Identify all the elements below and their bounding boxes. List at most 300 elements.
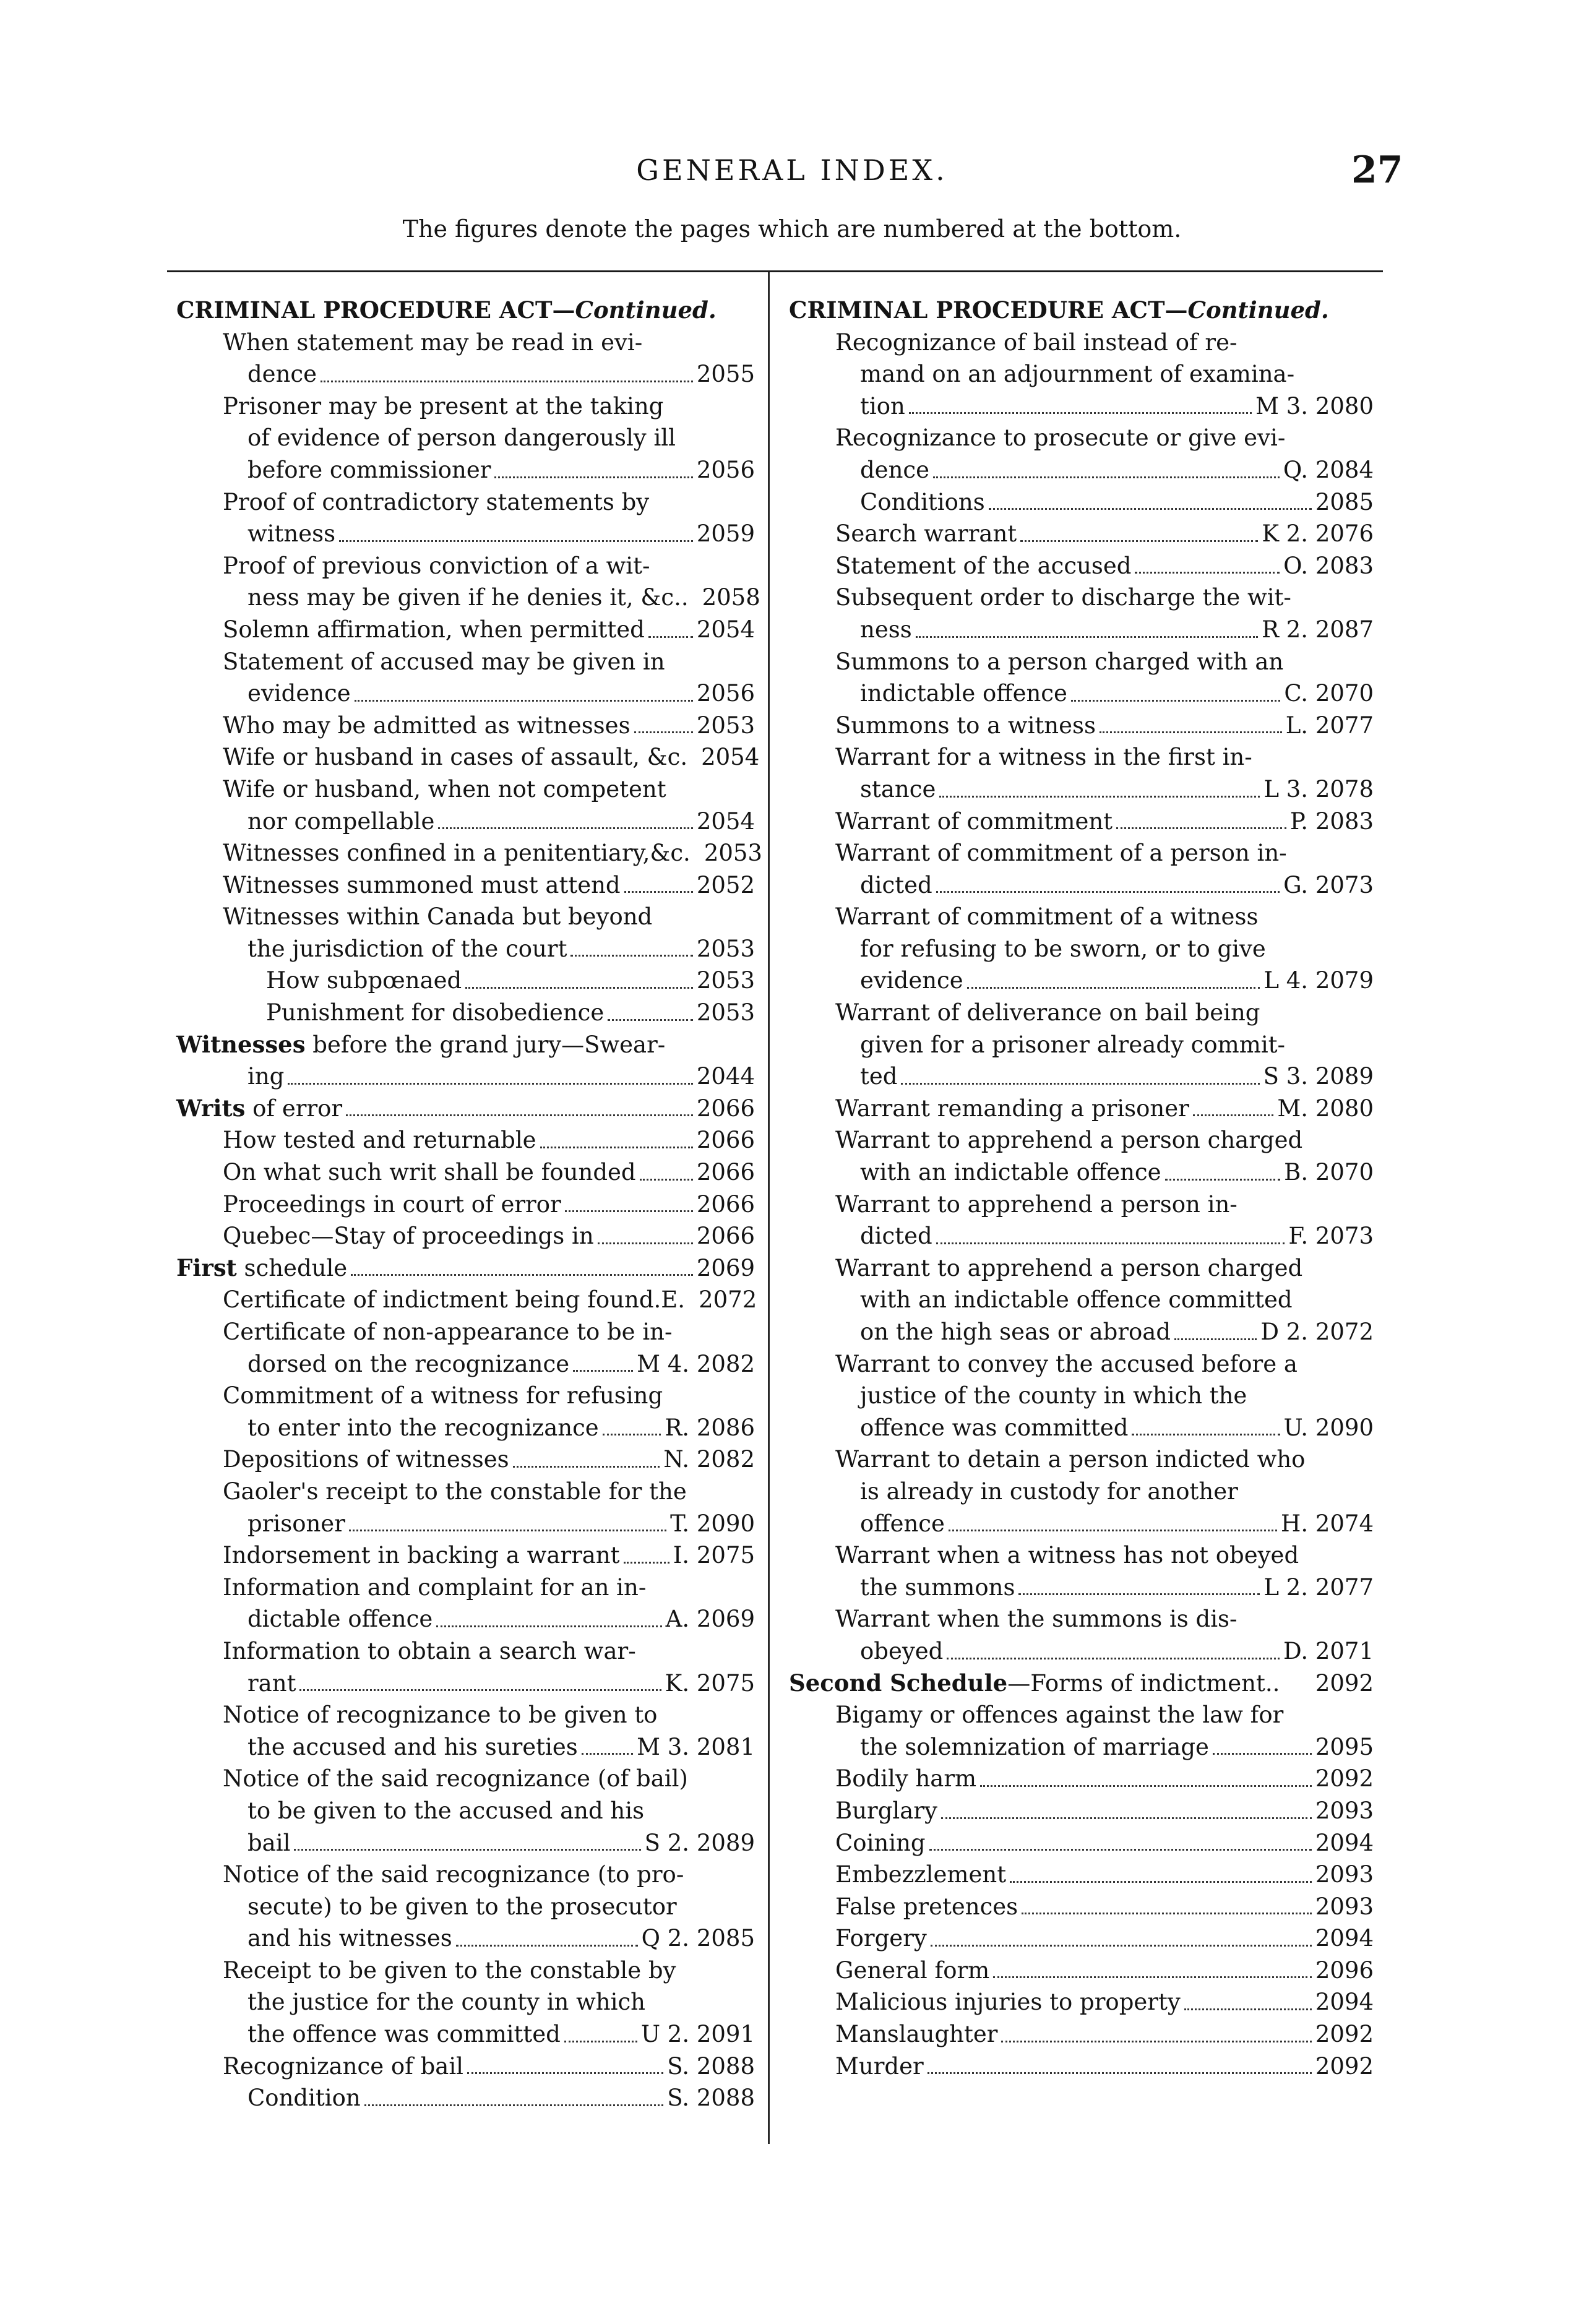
leader-dots [993,1976,1312,1978]
index-entry [789,965,1374,997]
index-entry-text: rant [248,1669,296,1697]
index-entry-text: Summons to a witness [835,712,1096,739]
index-entry [176,550,755,582]
leader-dots [351,1274,693,1276]
leader-dots [1193,1114,1274,1116]
header-rule [167,270,1383,272]
index-entry [789,327,1374,359]
index-entry [789,1252,1374,1285]
index-entry [789,1955,1374,1987]
index-entry-page: 2092 [1315,1669,1374,1697]
index-entry [176,614,755,646]
index-entry-text: of evidence of person dangerously ill [248,424,676,452]
index-entry [789,1444,1374,1476]
index-entry-text: Receipt to be given to the constable by [223,1956,676,1984]
index-entry-text: Warrant to apprehend a person charged [835,1127,1303,1154]
index-entry-text: Solemn affirmation, when permitted [223,616,645,643]
leader-dots [989,508,1312,510]
index-entry-page: 2066 [696,1127,755,1154]
index-entry-page: 2096 [1315,1956,1374,1984]
index-entry [789,390,1374,423]
index-entry-text: Statement of accused may be given in [223,648,665,675]
index-entry [789,582,1374,614]
index-entry-text: Witnesses confined in a penitentiary,&c. [223,840,691,867]
index-entry [176,454,755,486]
index-entry-text: given for a prisoner already commit- [860,1031,1286,1058]
index-entry-page: M 4. 2082 [637,1350,755,1377]
leader-dots [1132,1434,1280,1435]
index-entry-page: G. 2073 [1283,871,1374,898]
index-entry [176,869,755,902]
index-entry [789,1412,1374,1444]
index-entry [176,1891,755,1923]
leader-dots [467,2072,663,2074]
index-entry-page: 2053 [696,935,755,962]
leader-dots [967,987,1260,989]
index-entry-text: Witnesses before the grand jury—Swear- [176,1030,666,1058]
index-entry-text: the solemnization of marriage [860,1733,1209,1760]
index-entry [176,1316,755,1348]
index-entry-text: the offence was committed [248,2021,561,2048]
index-entry [789,1508,1374,1540]
index-entry-text: dicted [860,1223,932,1250]
index-entry [789,646,1374,678]
index-entry-text: Warrant to apprehend a person in- [835,1190,1238,1218]
index-entry-text: the accused and his sureties [248,1733,578,1760]
index-entry-text: tion [860,392,905,420]
index-entry-page: S. 2088 [667,2052,755,2080]
index-entry-page: 2055 [696,361,755,388]
index-entry [176,422,755,454]
index-entry-text: the summons [860,1573,1015,1601]
leader-dots [1116,827,1286,829]
index-entry-page: C. 2070 [1284,680,1374,707]
index-entry-text: Murder [835,2052,924,2080]
leader-dots [339,540,693,542]
leader-dots [1022,1913,1312,1914]
index-entry-text: Quebec—Stay of proceedings in [223,1223,594,1250]
index-entry [176,1986,755,2018]
index-entry-text: offence [860,1510,945,1537]
index-entry-page: 2053 [704,840,762,867]
index-entry [789,1189,1374,1221]
leader-dots [648,636,693,638]
index-entry [789,1124,1374,1156]
index-entry-text: dence [248,361,317,388]
index-entry-page: T. 2090 [670,1510,755,1537]
index-entry-text: General form [835,1956,990,1984]
index-entry-text: Recognizance of bail instead of re- [835,329,1238,356]
index-entry-page: 2058 [702,584,760,611]
index-entry [176,1572,755,1604]
index-entry-text: before commissioner [248,456,491,483]
leader-dots [949,1530,1277,1531]
index-entry-page: 2053 [696,967,755,994]
index-entry-text: Burglary [835,1797,937,1824]
index-entry-text: Warrant remanding a prisoner [835,1095,1189,1122]
index-entry-text: Summons to a person charged with an [835,648,1284,675]
leader-dots [1071,700,1280,702]
index-entry-text: is already in custody for another [860,1478,1238,1505]
index-entry [176,1603,755,1635]
leader-dots [1165,1179,1281,1181]
index-entry [176,1699,755,1731]
index-entry-text: Witnesses within Canada but beyond [223,903,653,931]
index-entry [176,1795,755,1827]
index-entry [789,1348,1374,1380]
index-entry-text: Recognizance to prosecute or give evi- [835,424,1286,452]
index-entry [176,806,755,838]
index-entry-page: F. 2073 [1288,1223,1374,1250]
right-index-column [789,295,1374,2082]
index-entry-page: Q 2. 2085 [641,1925,755,1952]
index-entry-text: the jurisdiction of the court [248,935,567,962]
index-entry-page: 2053 [696,712,755,739]
index-entry [176,1539,755,1572]
leader-dots [901,1083,1259,1085]
index-entry-page: P. 2083 [1289,807,1374,835]
index-entry [789,454,1374,486]
index-entry-text: and his witnesses [248,1925,452,1952]
column-divider [768,272,770,2144]
index-entry [176,390,755,423]
index-entry-text: dicted [860,871,932,898]
leader-dots [346,1114,693,1116]
index-entry [789,518,1374,550]
index-entry-text: Gaoler's receipt to the constable for the [223,1478,687,1505]
index-entry [789,1603,1374,1635]
leader-dots [321,381,693,382]
right-entries [789,327,1374,2083]
left-entries [176,327,762,2114]
right-heading-text: CRIMINAL PROCEDURE ACT— [789,296,1188,324]
index-entry-page: D. 2071 [1283,1637,1374,1664]
left-index-column [176,295,762,2114]
index-entry [176,1827,755,1859]
index-entry [789,486,1374,519]
index-entry-text: ness [860,616,912,643]
index-entry [176,1380,755,1412]
left-heading-italic: Continued. [575,296,717,324]
index-entry [176,1731,755,1763]
index-entry-page: 2054 [696,616,755,643]
index-entry [789,614,1374,646]
index-entry [789,1220,1374,1252]
index-entry-text: Information and complaint for an in- [223,1573,647,1601]
index-entry-text: Warrant to detain a person indicted who [835,1446,1306,1473]
index-entry-text: Manslaughter [835,2021,998,2048]
index-entry-page: 2072 [699,1286,757,1314]
leader-dots [640,1179,693,1181]
index-entry-page: O. 2083 [1283,552,1374,579]
index-entry-text: Who may be admitted as witnesses [223,712,631,739]
leader-dots [598,1242,693,1244]
leader-dots [936,1242,1285,1244]
leader-dots [1135,572,1280,574]
index-entry-page: 2044 [696,1063,755,1090]
index-entry [176,710,755,742]
index-entry-text: witness [248,520,336,548]
index-entry-text: Malicious injuries to property [835,1989,1181,2016]
index-entry-page: K 2. 2076 [1262,520,1374,548]
leader-dots [1010,1881,1312,1883]
index-entry-page: 2054 [696,807,755,835]
leader-dots [931,1945,1312,1947]
index-entry-text: Warrant of commitment of a witness [835,903,1259,931]
index-entry-text: When statement may be read in evi- [223,329,643,356]
index-entry [789,1284,1374,1316]
index-entry-text: stance [860,775,936,803]
index-entry [789,997,1374,1029]
index-entry-text: Punishment for disobedience [266,999,605,1026]
index-subtitle: The figures denote the pages which are numbered at the bottom. [402,215,1182,243]
index-entry-text: Warrant when the summons is dis- [835,1606,1238,1633]
leader-dots [980,1785,1312,1787]
index-entry [789,806,1374,838]
leader-dots [436,1625,661,1627]
leader-dots [624,1562,669,1564]
index-entry [789,1763,1374,1795]
index-entry [789,1316,1374,1348]
index-entry-text: Certificate of indictment being found.E. [223,1286,686,1314]
index-entry [789,358,1374,390]
page-title: GENERAL INDEX. [636,153,948,187]
index-entry [176,1476,755,1508]
index-entry-text: Witnesses summoned must attend [223,871,621,898]
index-entry-text: obeyed [860,1637,944,1664]
leader-dots [909,412,1252,414]
index-entry [176,2051,755,2083]
index-entry-text: Forgery [835,1925,927,1952]
index-entry-page: S. 2088 [667,2085,755,2112]
index-entry [176,933,755,965]
index-entry-text: secute) to be given to the prosecutor [248,1893,677,1920]
index-entry [176,518,755,550]
leader-dots [928,2072,1312,2074]
index-entry [176,1061,755,1093]
index-entry-page: A. 2069 [665,1606,755,1633]
index-entry-page: 2094 [1315,1829,1374,1856]
index-entry [789,1859,1374,1891]
index-entry [176,1284,755,1316]
index-entry [176,997,755,1029]
index-entry [789,1380,1374,1412]
index-entry-page: R. 2086 [665,1414,755,1441]
index-entry-page: M. 2080 [1277,1095,1374,1122]
index-entry-page: 2059 [696,520,755,548]
index-entry-page: 2092 [1315,2021,1374,2048]
index-entry [789,1635,1374,1668]
index-entry [789,678,1374,710]
index-entry [176,741,760,773]
index-entry-text: Warrant of commitment [835,807,1113,835]
index-entry-text: ness may be given if he denies it, &c.. [248,584,689,611]
index-entry-page: 2095 [1315,1733,1374,1760]
index-entry [176,2018,755,2051]
index-entry [176,1093,755,1125]
index-entry [789,1156,1374,1189]
leader-dots [565,1210,693,1212]
index-entry [789,773,1374,806]
index-entry-page: U. 2090 [1283,1414,1374,1441]
index-entry-text: Writs of error [176,1094,343,1122]
index-entry [789,2018,1374,2051]
index-entry [176,646,755,678]
index-entry [789,1668,1374,1700]
index-entry-text: Second Schedule—Forms of indictment.. [789,1669,1280,1697]
index-entry [176,358,755,390]
index-entry [176,1955,755,1987]
index-entry [176,486,755,519]
index-entry-text: Information to obtain a search war- [223,1637,636,1664]
index-entry [789,710,1374,742]
index-entry-text: evidence [248,680,351,707]
index-entry-text: on the high seas or abroad [860,1319,1171,1345]
index-entry [789,2051,1374,2083]
index-entry-text: Embezzlement [835,1861,1007,1888]
left-column-heading [176,295,755,327]
leader-dots [1100,731,1282,733]
index-entry-page: 2093 [1315,1861,1374,1888]
index-entry-text: Coining [835,1829,926,1856]
index-entry-text: How tested and returnable [223,1127,536,1154]
index-entry-page: I. 2075 [673,1542,755,1569]
index-entry-page: 2069 [696,1254,755,1281]
index-entry [176,1189,755,1221]
index-entry-text: Warrant of commitment of a person in- [835,840,1287,867]
index-entry-text: mand on an adjournment of examina- [860,361,1295,388]
index-entry-page: 2092 [1315,1765,1374,1792]
index-entry [789,1731,1374,1763]
index-entry-page: 2094 [1315,1989,1374,2016]
index-entry [176,678,755,710]
index-entry-page: 2094 [1315,1925,1374,1952]
index-entry-text: Wife or husband, when not competent [223,775,666,803]
index-entry-text: the justice for the county in which [248,1989,646,2016]
index-entry [789,1795,1374,1827]
leader-dots [465,987,693,989]
index-entry-page: L 4. 2079 [1263,967,1374,994]
index-entry-page: D 2. 2072 [1260,1319,1374,1345]
leader-dots [513,1466,660,1468]
index-entry [789,1061,1374,1093]
index-entry-page: H. 2074 [1281,1510,1374,1537]
leader-dots [1020,540,1258,542]
leader-dots [570,955,692,957]
leader-dots [456,1945,638,1947]
page-number: 27 [1351,148,1403,192]
leader-dots [1018,1593,1260,1595]
index-entry-text: Bodily harm [835,1765,977,1792]
index-entry-text: Prisoner may be present at the taking [223,392,664,420]
index-entry-text: How subpœnaed [266,967,462,994]
leader-dots [564,2041,637,2042]
index-entry-text: Warrant to apprehend a person charged [835,1254,1303,1281]
index-entry-page: 2093 [1315,1797,1374,1824]
index-entry-text: First schedule [176,1254,348,1281]
index-entry-text: Commitment of a witness for refusing [223,1382,663,1409]
index-entry [789,1539,1374,1572]
index-entry-text: dence [860,456,930,483]
leader-dots [288,1083,692,1085]
index-entry-text: Indorsement in backing a warrant [223,1542,620,1569]
leader-dots [929,1849,1312,1851]
index-entry [176,1763,755,1795]
leader-dots [1174,1338,1257,1340]
leader-dots [1001,2041,1311,2042]
index-entry [176,1859,755,1891]
index-entry-text: bail [248,1829,291,1856]
index-entry-text: to enter into the recognizance [248,1414,599,1441]
index-entry-page: Q. 2084 [1283,456,1374,483]
leader-dots [634,731,693,733]
index-entry-text: for refusing to be sworn, or to give [860,935,1266,962]
right-heading-italic: Continued. [1187,296,1329,324]
index-entry-text: Proceedings in court of error [223,1190,561,1218]
index-entry-page: K. 2075 [665,1669,755,1697]
index-entry-page: S 2. 2089 [644,1829,755,1856]
index-entry-text: Wife or husband in cases of assault, &c. [223,744,688,771]
leader-dots [438,827,692,829]
index-entry [789,422,1374,454]
index-entry [176,1444,755,1476]
index-entry [176,1252,755,1285]
leader-dots [947,1658,1280,1659]
leader-dots [355,700,693,702]
index-entry-page: L. 2077 [1285,712,1374,739]
index-entry-text: Search warrant [835,520,1017,548]
index-entry-text: Warrant for a witness in the first in- [835,744,1252,771]
leader-dots [933,476,1280,478]
index-entry-text: Warrant of deliverance on bail being [835,999,1260,1026]
index-entry-text: Certificate of non-appearance to be in- [223,1319,673,1345]
index-entry [176,1668,755,1700]
index-entry-page: 2052 [696,871,755,898]
index-entry [176,837,762,869]
index-entry-page: L 2. 2077 [1263,1573,1374,1601]
index-entry [789,741,1374,773]
index-entry-text: Subsequent order to discharge the wit- [835,584,1291,611]
index-entry [176,1635,755,1668]
index-entry [176,1029,755,1061]
index-entry-text: offence was committed [860,1414,1129,1441]
index-entry-page: 2085 [1315,488,1374,515]
index-entry-page: 2093 [1315,1893,1374,1920]
index-entry [176,1348,755,1380]
index-entry [789,869,1374,902]
index-entry-text: ted [860,1063,898,1090]
index-entry [789,837,1374,869]
right-column-heading [789,295,1374,327]
index-entry [176,327,755,359]
index-entry-page: 2056 [696,680,755,707]
index-entry-page: 2054 [701,744,760,771]
index-entry [176,1508,755,1540]
index-entry-text: Condition [248,2085,361,2112]
index-entry-text: On what such writ shall be founded [223,1159,636,1186]
index-entry-text: Depositions of witnesses [223,1446,509,1473]
leader-dots [1184,2008,1312,2010]
index-entry-text: Proof of contradictory statements by [223,488,650,515]
index-entry-text: with an indictable offence committed [860,1286,1293,1314]
index-entry [789,901,1374,933]
index-entry [176,1220,755,1252]
index-entry-page: 2066 [696,1095,755,1122]
index-entry [176,901,755,933]
index-entry-text: nor compellable [248,807,435,835]
index-entry-text: prisoner [248,1510,345,1537]
index-entry [789,1093,1374,1125]
